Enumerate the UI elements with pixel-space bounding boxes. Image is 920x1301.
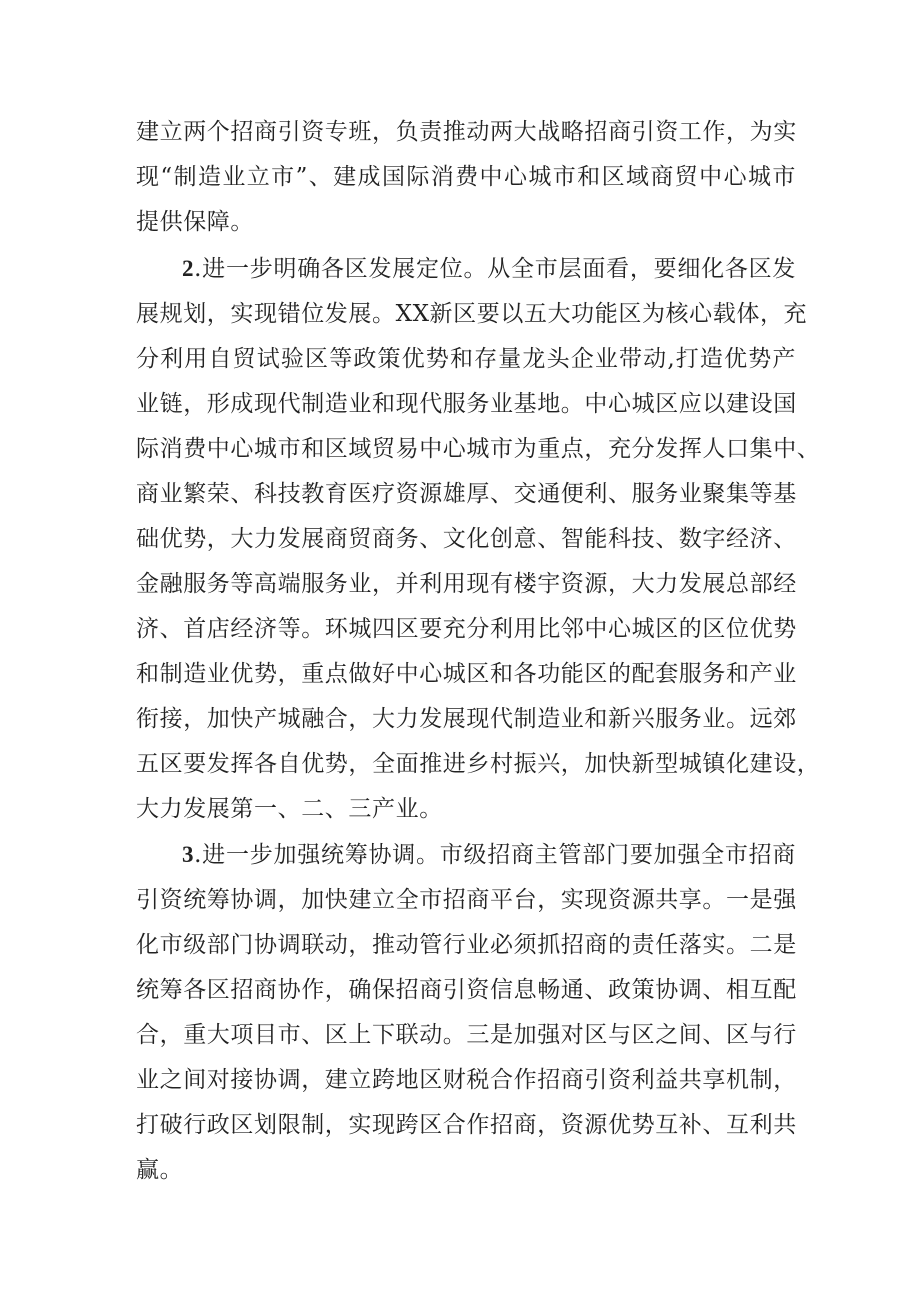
paragraph-2-line-11: 衔接，加快产城融合，大力发展现代制造业和新兴服务业。远郊 [136,706,797,732]
paragraph-2-line-13: 大力发展第一、二、三产业。 [136,796,443,822]
paragraph-1-line-1: 建立两个招商引资专班，负责推动两大战略招商引资工作，为实 [136,119,797,145]
paragraph-2-line-7: 础优势，大力发展商贸商务、文化创意、智能科技、数字经济、 [136,526,797,552]
paragraph-2-line-2: 展规划，实现错位发展。XX新区要以五大功能区为核心载体，充 [136,301,808,327]
paragraph-2-line-5: 际消费中心城市和区域贸易中心城市为重点，充分发挥人口集中、 [136,436,821,462]
paragraph-2-line-9: 济、首店经济等。环城四区要充分利用比邻中心城区的区位优势 [136,616,797,642]
paragraph-2-line-3: 分利用自贸试验区等政策优势和存量龙头企业带动,打造优势产 [136,346,796,372]
paragraph-2-line-1 [182,249,796,289]
paragraph-3-line-5: 合，重大项目市、区上下联动。三是加强对区与区之间、区与行 [136,1022,797,1048]
paragraph-3-line-1 [182,835,796,875]
paragraph-3-line-7: 打破行政区划限制，实现跨区合作招商，资源优势互补、互利共 [136,1112,797,1138]
paragraph-1-line-3: 提供保障。 [136,209,254,235]
paragraph-2-line-12: 五区要发挥各自优势，全面推进乡村振兴，加快新型城镇化建设， [136,751,821,777]
paragraph-2-line-6: 商业繁荣、科技教育医疗资源雄厚、交通便利、服务业聚集等基 [136,481,797,507]
paragraph-3-number: 3 [182,842,195,867]
paragraph-2-number: 2 [182,256,195,281]
paragraph-2-line-10: 和制造业优势，重点做好中心城区和各功能区的配套服务和产业 [136,661,797,687]
paragraph-2-line-8: 金融服务等高端服务业，并利用现有楼宇资源，大力发展总部经 [136,571,797,597]
paragraph-2-line-1-text: .进一步明确各区发展定位。从全市层面看，要细化各区发 [194,256,796,282]
paragraph-3-line-4: 统筹各区招商协作，确保招商引资信息畅通、政策协调、相互配 [136,977,797,1003]
paragraph-1-line-2: 现“制造业立市”、建成国际消费中心城市和区域商贸中心城市 [136,164,796,190]
paragraph-2-line-4: 业链，形成现代制造业和现代服务业基地。中心城区应以建设国 [136,391,797,417]
paragraph-3-line-1-text: .进一步加强统筹协调。市级招商主管部门要加强全市招商 [194,842,796,868]
paragraph-3-line-6: 业之间对接协调，建立跨地区财税合作招商引资利益共享机制， [136,1067,797,1093]
paragraph-3-line-3: 化市级部门协调联动，推动管行业必须抓招商的责任落实。二是 [136,932,797,958]
paragraph-3-line-2: 引资统筹协调，加快建立全市招商平台，实现资源共享。一是强 [136,887,797,913]
paragraph-3-line-8: 赢。 [136,1157,184,1183]
